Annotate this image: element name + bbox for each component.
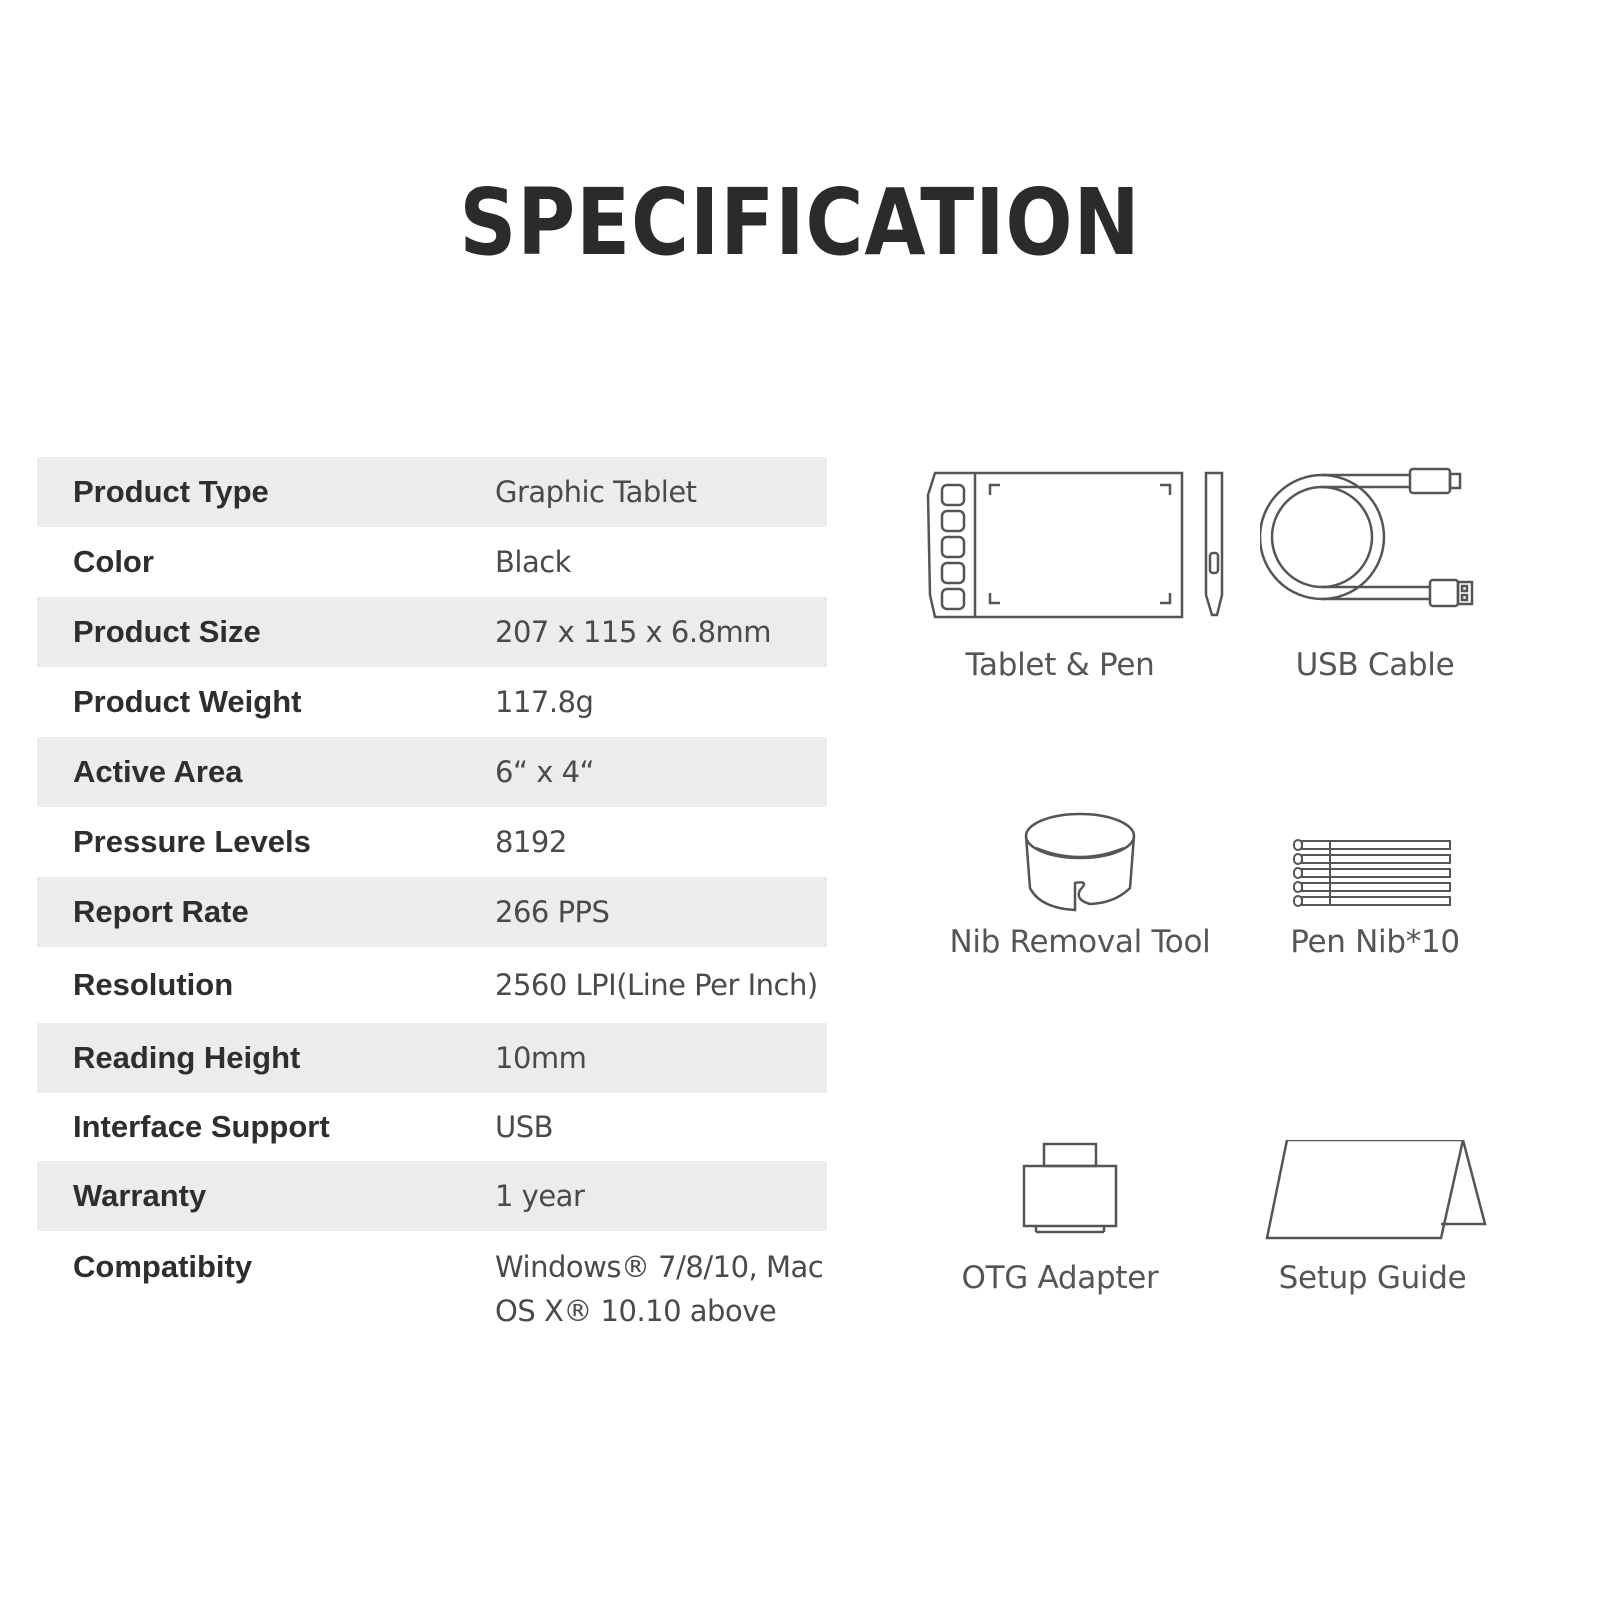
spec-value: 117.8g <box>495 685 594 719</box>
spec-row-warranty <box>37 1161 827 1231</box>
accessory-usb-cable <box>1260 465 1500 683</box>
spec-row-color <box>37 527 827 597</box>
spec-value: 266 PPS <box>495 895 610 929</box>
spec-value: 10mm <box>495 1041 587 1075</box>
spec-row-interface-support <box>37 1093 827 1161</box>
tablet-pen-icon <box>920 465 1240 625</box>
spec-value: 2560 LPI(Line Per Inch) <box>495 968 818 1002</box>
accessory-tablet-pen <box>920 465 1240 683</box>
spec-label: Resolution <box>73 967 234 1002</box>
spec-value: 207 x 115 x 6.8mm <box>495 615 772 649</box>
spec-label: Interface Support <box>73 1109 330 1144</box>
spec-value: 6“ x 4“ <box>495 755 595 789</box>
page-title: SPECIFICATION <box>459 169 1141 276</box>
spec-label: Compatibity <box>73 1249 253 1284</box>
spec-label: Report Rate <box>73 894 249 929</box>
accessory-label: Nib Removal Tool <box>949 924 1211 960</box>
spec-value: USB <box>495 1110 554 1144</box>
accessory-otg-adapter <box>940 1140 1200 1296</box>
pen-nibs-icon <box>1270 838 1490 918</box>
accessory-label: OTG Adapter <box>961 1260 1159 1296</box>
spec-table <box>37 457 827 1351</box>
spec-value: 1 year <box>495 1179 585 1213</box>
spec-label: Warranty <box>73 1178 207 1213</box>
accessory-label: USB Cable <box>1295 647 1455 683</box>
spec-value: Black <box>495 545 571 579</box>
accessory-pen-nibs <box>1270 838 1490 960</box>
accessory-setup-guide <box>1255 1140 1515 1296</box>
spec-label: Reading Height <box>73 1040 301 1075</box>
spec-label: Product Weight <box>73 684 302 719</box>
usb-cable-icon <box>1260 465 1500 625</box>
spec-label: Color <box>73 544 154 579</box>
otg-adapter-icon <box>940 1140 1200 1240</box>
nib-removal-tool-icon <box>930 808 1230 918</box>
spec-value: Windows® 7/8/10, Mac OS X® 10.10 above <box>495 1250 824 1328</box>
spec-row-pressure-levels <box>37 807 827 877</box>
accessory-label: Pen Nib*10 <box>1290 924 1460 960</box>
spec-row-reading-height <box>37 1023 827 1093</box>
spec-row-resolution <box>37 947 827 1023</box>
accessory-nib-removal-tool <box>930 808 1230 960</box>
spec-label: Pressure Levels <box>73 824 311 859</box>
spec-value: Graphic Tablet <box>495 475 697 509</box>
accessory-label: Setup Guide <box>1278 1260 1467 1296</box>
spec-value: 8192 <box>495 825 567 859</box>
setup-guide-icon <box>1255 1140 1515 1240</box>
spec-row-report-rate <box>37 877 827 947</box>
spec-label: Product Size <box>73 614 261 649</box>
spec-label: Product Type <box>73 474 269 509</box>
spec-row-compatibility <box>37 1231 827 1351</box>
spec-row-product-weight <box>37 667 827 737</box>
spec-label: Active Area <box>73 754 243 789</box>
spec-row-product-size <box>37 597 827 667</box>
spec-row-product-type <box>37 457 827 527</box>
spec-row-active-area <box>37 737 827 807</box>
accessory-label: Tablet & Pen <box>965 647 1155 683</box>
